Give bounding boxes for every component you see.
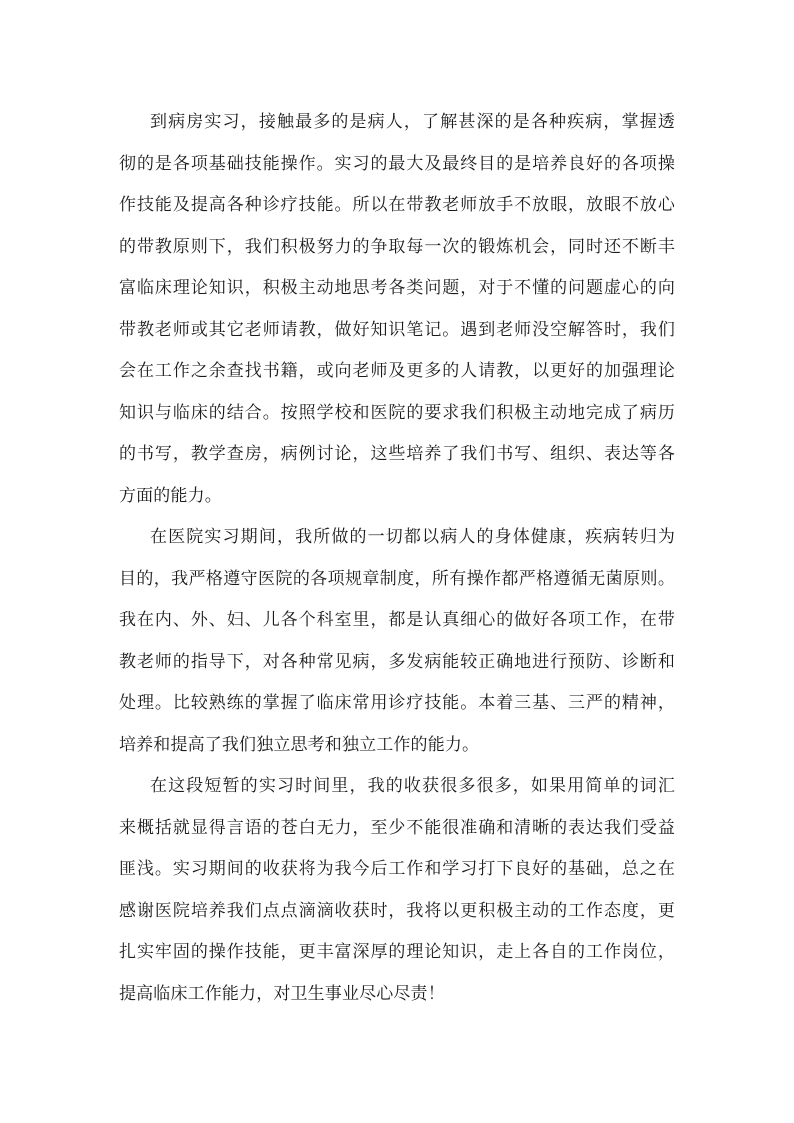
text-line: 在这段短暂的实习时间里，我的收获很多很多，如果用简单的词汇 (150, 776, 675, 796)
text-line: 富临床理论知识，积极主动地思考各类问题，对于不懂的问题虚心的向 (119, 278, 675, 298)
text-line: 知识与临床的结合。按照学校和医院的要求我们积极主动地完成了病历 (119, 402, 675, 423)
text-line: 扎实牢固的操作技能，更丰富深厚的理论知识，走上各自的工作岗位， (119, 942, 675, 962)
text-line: 在医院实习期间，我所做的一切都以病人的身体健康，疾病转归为 (150, 527, 675, 547)
text-line: 处理。比较熟练的掌握了临床常用诊疗技能。本着三基、三严的精神， (119, 693, 675, 713)
text-line: 带教老师或其它老师请教，做好知识笔记。遇到老师没空解答时，我们 (119, 319, 675, 340)
text-line: 作技能及提高各种诊疗技能。所以在带教老师放手不放眼，放眼不放心 (119, 195, 675, 215)
text-line: 彻的是各项基础技能操作。实习的最大及最终目的是培养良好的各项操 (119, 153, 675, 174)
text-line: 培养和提高了我们独立思考和独立工作的能力。 (119, 734, 480, 755)
text-line: 提高临床工作能力，对卫生事业尽心尽责！ (119, 983, 445, 1004)
text-line: 教老师的指导下，对各种常见病，多发病能较正确地进行预防、诊断和 (119, 651, 675, 672)
paragraph-3 (119, 766, 675, 1015)
paragraph-2 (119, 517, 675, 766)
text-line: 感谢医院培养我们点点滴滴收获时，我将以更积极主动的工作态度，更 (119, 900, 675, 921)
text-line: 的带教原则下，我们积极努力的争取每一次的锻炼机会，同时还不断丰 (119, 236, 675, 257)
text-line: 我在内、外、妇、儿各个科室里，都是认真细心的做好各项工作，在带 (119, 610, 675, 630)
text-line: 方面的能力。 (119, 485, 222, 506)
text-line: 到病房实习，接触最多的是病人，了解甚深的是各种疾病，掌握透 (150, 112, 675, 132)
text-line: 匪浅。实习期间的收获将为我今后工作和学习打下良好的基础，总之在 (119, 859, 675, 879)
text-line: 目的，我严格遵守医院的各项规章制度，所有操作都严格遵循无菌原则。 (119, 568, 675, 589)
document-body (119, 102, 675, 1015)
text-line: 来概括就显得言语的苍白无力，至少不能很准确和清晰的表达我们受益 (119, 817, 675, 838)
text-line: 会在工作之余查找书籍，或向老师及更多的人请教，以更好的加强理论 (119, 361, 675, 381)
paragraph-1 (119, 102, 675, 517)
text-line: 的书写，教学查房，病例讨论，这些培养了我们书写、组织、表达等各 (119, 444, 675, 464)
